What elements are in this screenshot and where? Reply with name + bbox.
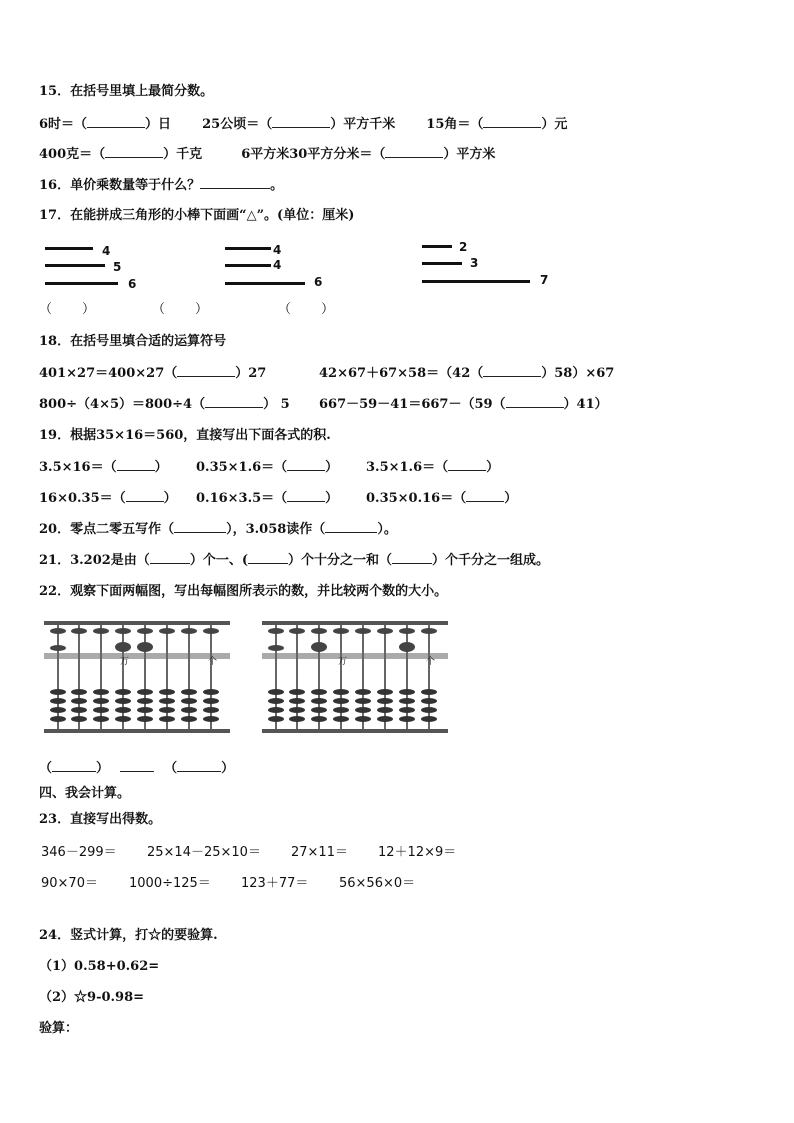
q18-item: 800÷（4×5）＝800÷4（ ） 5 [39, 397, 290, 412]
answer-blank[interactable] [272, 116, 330, 128]
stick [225, 282, 305, 285]
stick [225, 247, 271, 250]
q15-item-hours: 6时＝（ [39, 117, 88, 132]
q23-title: 23．直接写出得数。 [39, 812, 162, 827]
stick [225, 264, 271, 267]
abacus-place-mark: 万 [338, 657, 348, 667]
abacus-right [262, 620, 452, 735]
stick [45, 247, 93, 250]
q17-title: 17．在能拼成三角形的小棒下面画“△”。(单位：厘米) [39, 208, 355, 223]
q24-item: （1）0.58+0.62= [39, 959, 160, 974]
q16-line: 16．单价乘数量等于什么？ 。 [39, 178, 284, 193]
calc-item: 27×11＝ [291, 845, 348, 860]
answer-blank[interactable] [126, 490, 164, 502]
q20-line: 20．零点二零五写作（ ），3.058读作（ ）。 [39, 522, 397, 537]
stick-length-label: 3 [470, 256, 479, 270]
calc-item: 1000÷125＝ [129, 876, 211, 891]
answer-blank[interactable] [287, 459, 325, 471]
answer-blank[interactable] [287, 490, 325, 502]
q18-item: 667－59－41＝667－（59（ ）41） [319, 397, 608, 412]
compare-blank[interactable] [120, 760, 154, 772]
q15-title: 15．在括号里填上最简分数。 [39, 84, 214, 99]
answer-blank[interactable] [466, 490, 504, 502]
answer-blank[interactable] [248, 552, 288, 564]
answer-blank[interactable] [385, 146, 443, 158]
q22-title: 22．观察下面两幅图，写出每幅图所表示的数，并比较两个数的大小。 [39, 584, 448, 599]
answer-blank[interactable] [200, 177, 270, 189]
stick-length-label: 4 [102, 244, 111, 258]
answer-blank[interactable] [117, 459, 155, 471]
stick-length-label: 4 [273, 258, 282, 272]
answer-blank[interactable] [52, 760, 96, 772]
q19-item: 3.5×16＝（ ） [39, 460, 168, 475]
q18-item: 42×67＋67×58＝（42（ ）58）×67 [319, 366, 615, 381]
calc-item: 123＋77＝ [241, 876, 309, 891]
answer-blank[interactable] [150, 552, 190, 564]
stick [422, 262, 462, 265]
abacus-place-mark: 万 [120, 657, 130, 667]
q17-answer-paren[interactable]: （ ） [152, 302, 209, 317]
q19-item: 0.35×1.6＝（ ） [196, 460, 339, 475]
q19-item: 16×0.35＝（ ） [39, 491, 177, 506]
q24-title: 24．竖式计算，打☆的要验算. [39, 928, 218, 943]
answer-blank[interactable] [325, 521, 377, 533]
calc-item: 12＋12×9＝ [378, 845, 457, 860]
q15-item-jiao: 15角＝（ [426, 117, 484, 132]
answer-blank[interactable] [448, 459, 486, 471]
q22-answer: （ ） （ ） [39, 761, 235, 776]
q19-item: 0.35×0.16＝（ ） [366, 491, 518, 506]
calc-item: 56×56×0＝ [339, 876, 416, 891]
answer-blank[interactable] [177, 760, 221, 772]
stick [422, 245, 452, 248]
calc-item: 90×70＝ [41, 876, 98, 891]
q19-item: 0.16×3.5＝（ ） [196, 491, 339, 506]
answer-blank[interactable] [506, 396, 564, 408]
q15-row1: 6时＝（ ）日 25公顷＝（ ）平方千米 15角＝（ ）元 [39, 117, 568, 132]
q19-title: 19．根据35×16＝560，直接写出下面各式的积. [39, 428, 331, 443]
stick-length-label: 6 [128, 277, 137, 291]
q24-check-label: 验算： [39, 1021, 79, 1036]
q19-item: 3.5×1.6＝（ ） [366, 460, 500, 475]
q15-item-hectare: 25公顷＝（ [202, 117, 273, 132]
answer-blank[interactable] [483, 365, 541, 377]
q17-answer-paren[interactable]: （ ） [39, 302, 96, 317]
section-title: 四、我会计算。 [39, 786, 131, 801]
q18-item: 401×27＝400×27（ ）27 [39, 366, 267, 381]
abacus-place-mark: 个 [426, 657, 436, 667]
answer-blank[interactable] [87, 116, 145, 128]
stick-length-label: 4 [273, 243, 282, 257]
q17-answer-paren[interactable]: （ ） [278, 302, 335, 317]
stick-length-label: 7 [540, 273, 549, 287]
calc-item: 346－299＝ [41, 845, 117, 860]
answer-blank[interactable] [105, 146, 163, 158]
answer-blank[interactable] [174, 521, 226, 533]
q18-title: 18．在括号里填合适的运算符号 [39, 334, 227, 349]
q21-line: 21．3.202是由（ ）个一、( ）个十分之一和（ ）个千分之一组成。 [39, 553, 549, 568]
answer-blank[interactable] [392, 552, 432, 564]
calc-item: 25×14－25×10＝ [147, 845, 261, 860]
stick-length-label: 6 [314, 275, 323, 289]
stick [422, 280, 530, 283]
answer-blank[interactable] [205, 396, 263, 408]
stick-length-label: 2 [459, 240, 468, 254]
stick [45, 282, 118, 285]
q15-row2: 400克＝（ ）千克 6平方米30平方分米＝（ ）平方米 [39, 147, 496, 162]
stick-length-label: 5 [113, 260, 122, 274]
q24-item: （2）☆9-0.98= [39, 990, 145, 1005]
answer-blank[interactable] [177, 365, 235, 377]
abacus-left [44, 620, 234, 735]
answer-blank[interactable] [483, 116, 541, 128]
stick [45, 264, 105, 267]
abacus-place-mark: 个 [208, 657, 218, 667]
